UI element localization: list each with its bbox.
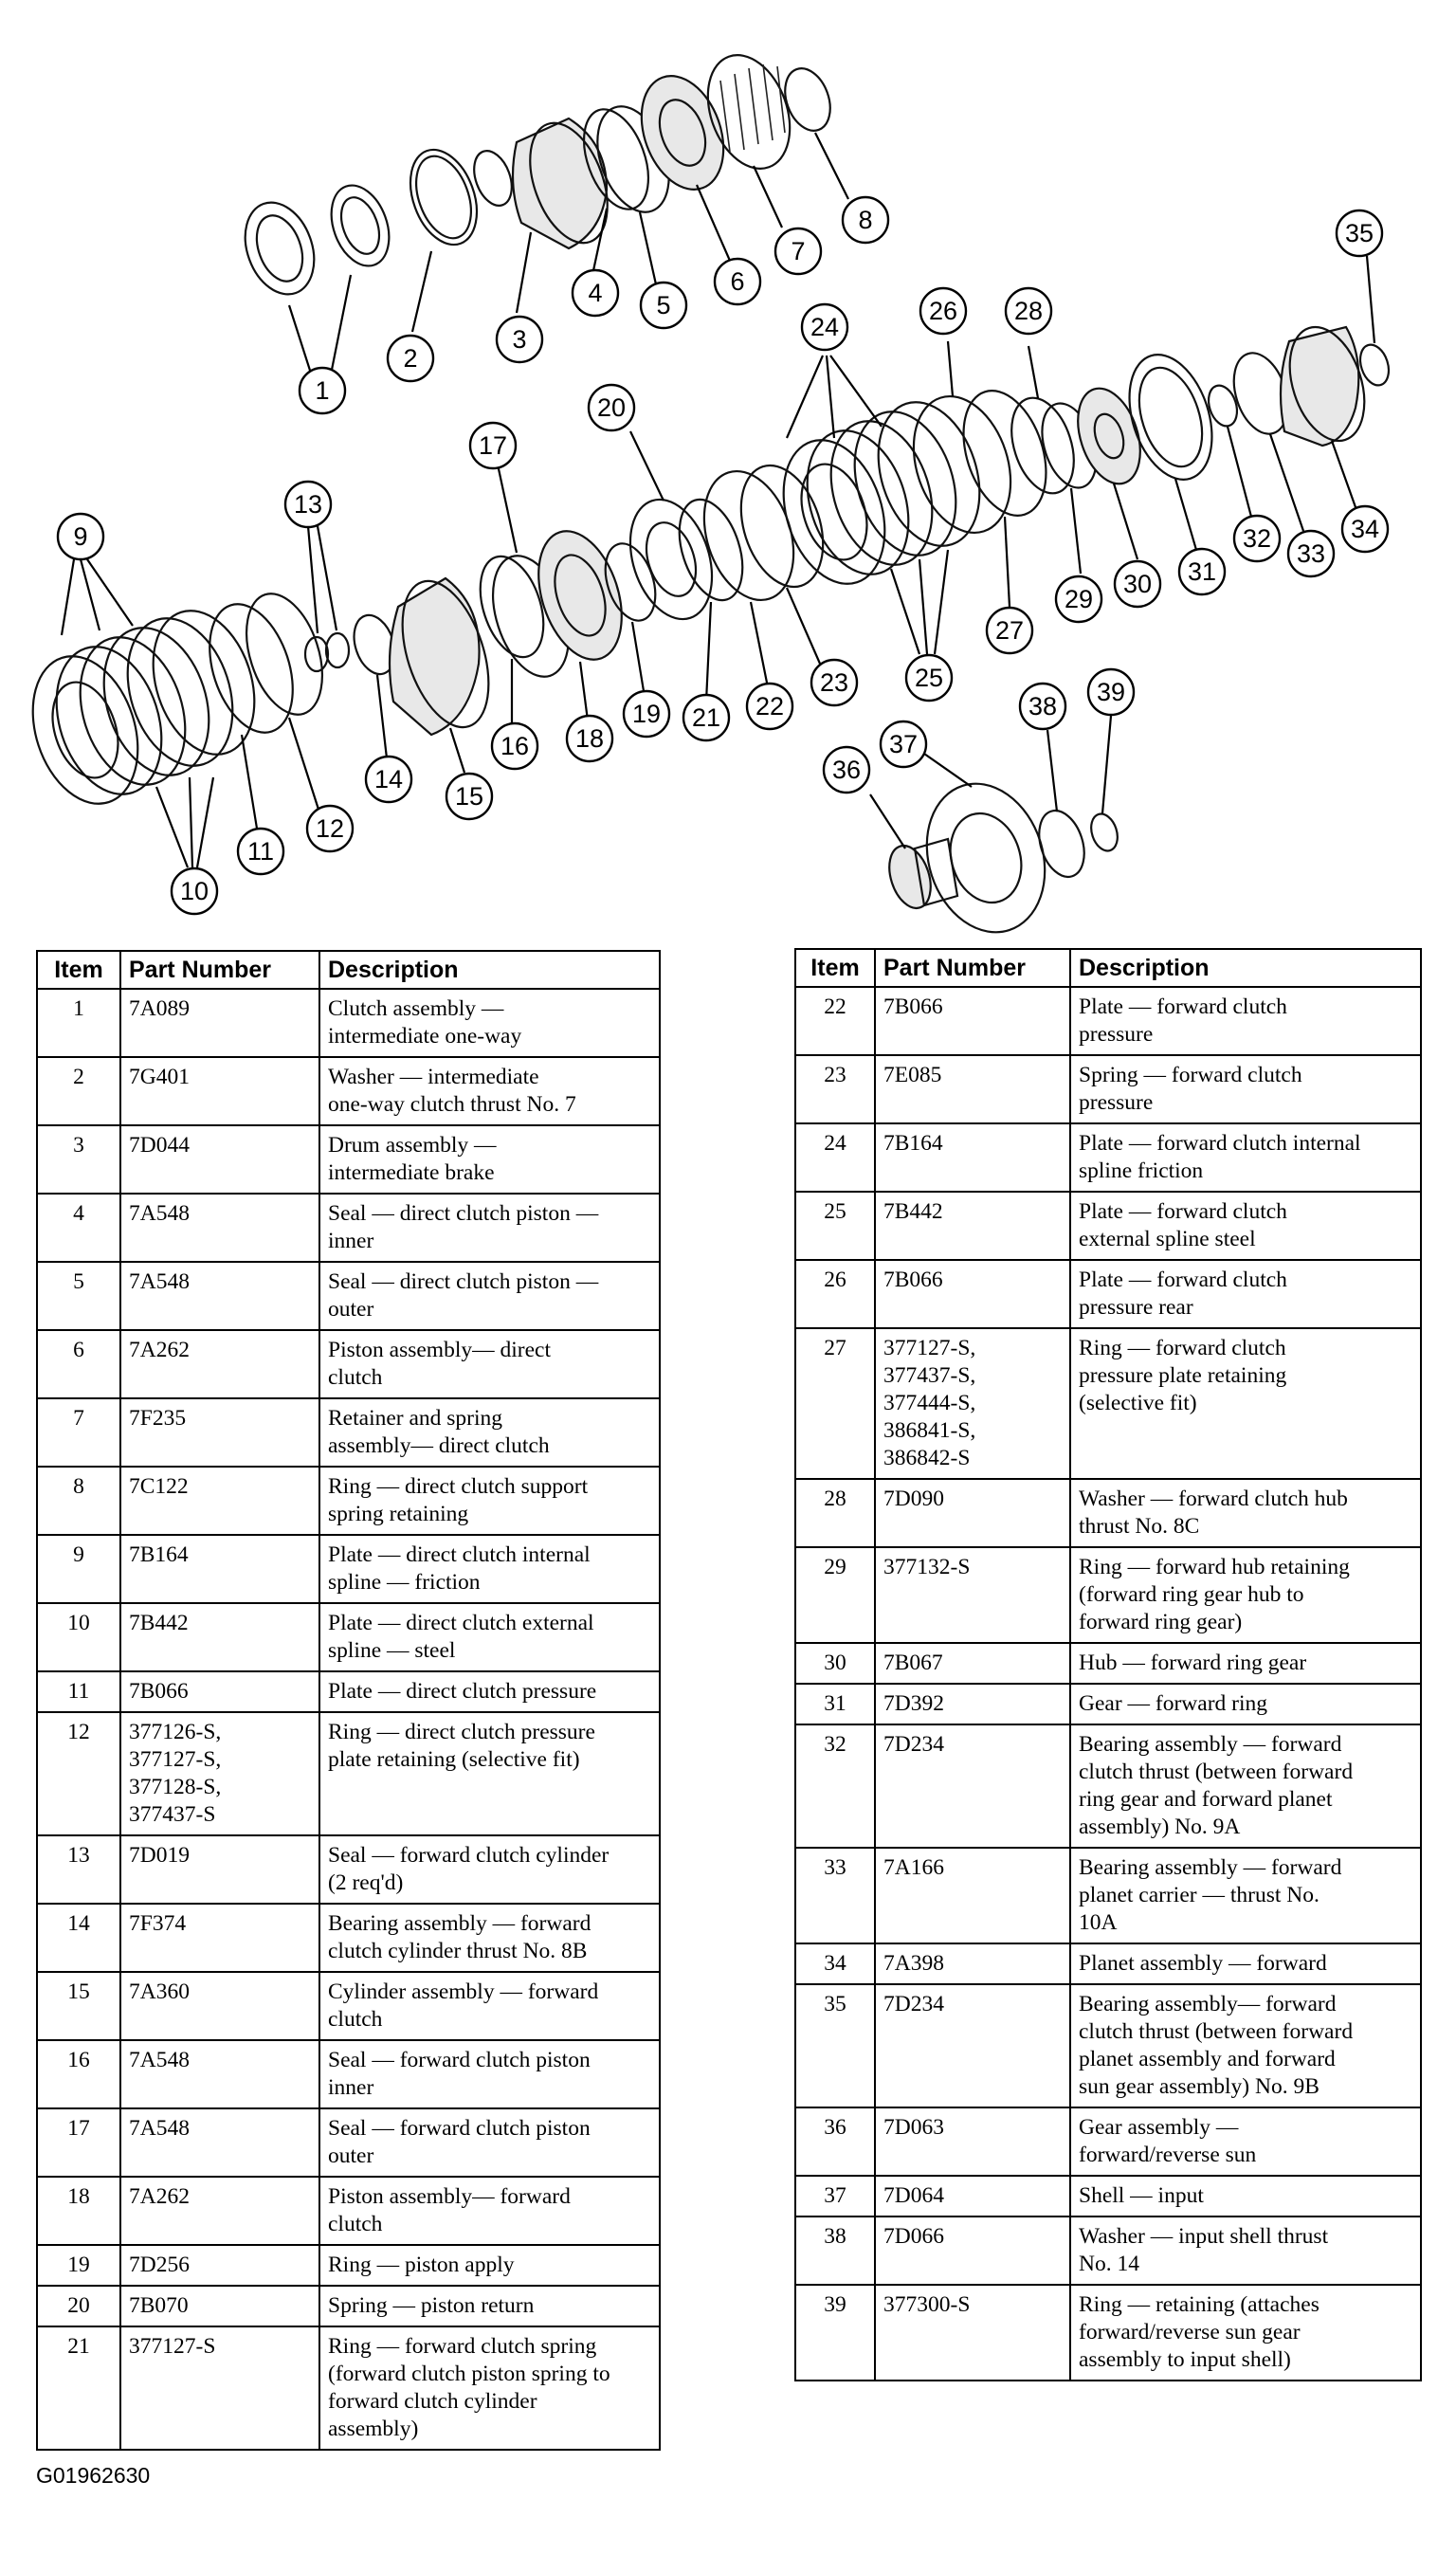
- svg-text:15: 15: [454, 782, 484, 811]
- svg-text:38: 38: [1028, 692, 1058, 721]
- svg-text:26: 26: [928, 297, 958, 325]
- svg-text:5: 5: [656, 291, 671, 319]
- item-cell: 32: [795, 1724, 875, 1848]
- description-cell: Washer — intermediate one-way clutch thrust No. 7: [319, 1057, 660, 1125]
- callout-26: [920, 288, 966, 334]
- callout-1: [300, 368, 345, 413]
- callout-15: [446, 774, 492, 819]
- table-row: [795, 2176, 1421, 2217]
- table-row: [795, 987, 1421, 1055]
- svg-text:29: 29: [1064, 585, 1094, 613]
- svg-text:9: 9: [73, 522, 88, 551]
- table-row: [795, 1984, 1421, 2107]
- description-cell: Washer — input shell thrust No. 14: [1070, 2217, 1421, 2285]
- part-2-washer: [398, 140, 489, 254]
- item-cell: 11: [37, 1671, 120, 1712]
- header-part-number: Part Number: [120, 951, 319, 989]
- part-number-cell: 7B164: [120, 1535, 319, 1603]
- part-number-cell: 7D234: [875, 1724, 1070, 1848]
- svg-text:14: 14: [373, 765, 404, 794]
- description-cell: Gear assembly — forward/reverse sun: [1070, 2107, 1421, 2176]
- part-number-cell: 7A166: [875, 1848, 1070, 1943]
- description-cell: Bearing assembly — forward clutch cylinder thrust No. 8B: [319, 1904, 660, 1972]
- description-cell: Plate — forward clutch pressure rear: [1070, 1260, 1421, 1328]
- callout-32: [1234, 516, 1280, 561]
- table-row: [37, 1398, 660, 1467]
- description-cell: Seal — forward clutch cylinder (2 req'd): [319, 1835, 660, 1904]
- item-cell: 27: [795, 1328, 875, 1479]
- item-cell: 37: [795, 2176, 875, 2217]
- svg-text:23: 23: [819, 668, 849, 697]
- part-number-cell: 7F374: [120, 1904, 319, 1972]
- header-part-number: Part Number: [875, 949, 1070, 987]
- callout-29: [1056, 576, 1101, 622]
- table-row: [37, 2286, 660, 2326]
- svg-text:11: 11: [246, 837, 275, 866]
- callout-9: [58, 514, 103, 559]
- part-number-cell: 7A398: [875, 1943, 1070, 1984]
- part-26-pressure-plate: [897, 384, 1027, 545]
- part-number-cell: 377132-S: [875, 1547, 1070, 1643]
- description-cell: Planet assembly — forward: [1070, 1943, 1421, 1984]
- part-number-cell: 377127-S: [120, 2326, 319, 2450]
- table-header-row: [795, 949, 1421, 987]
- part-number-cell: 7A360: [120, 1972, 319, 2040]
- callout-8: [843, 197, 888, 243]
- table-row: [795, 1848, 1421, 1943]
- item-cell: 29: [795, 1547, 875, 1643]
- svg-text:1: 1: [315, 376, 330, 405]
- item-cell: 15: [37, 1972, 120, 2040]
- description-cell: Plate — direct clutch internal spline — friction: [319, 1535, 660, 1603]
- svg-text:27: 27: [994, 616, 1025, 645]
- item-cell: 20: [37, 2286, 120, 2326]
- part-number-cell: 7E085: [875, 1055, 1070, 1123]
- part-number-cell: 7G401: [120, 1057, 319, 1125]
- callout-16: [492, 723, 537, 769]
- table-row: [37, 1835, 660, 1904]
- svg-text:31: 31: [1187, 557, 1217, 586]
- table-row: [37, 1125, 660, 1194]
- table-row: [795, 1724, 1421, 1848]
- item-cell: 6: [37, 1330, 120, 1398]
- description-cell: Shell — input: [1070, 2176, 1421, 2217]
- description-cell: Bearing assembly — forward clutch thrust (between forward ring gear and forward planet assembly) No. 9A: [1070, 1724, 1421, 1848]
- description-cell: Cylinder assembly — forward clutch: [319, 1972, 660, 2040]
- part-number-cell: 7B442: [120, 1603, 319, 1671]
- item-cell: 1: [37, 989, 120, 1057]
- callout-4: [573, 270, 618, 316]
- description-cell: Piston assembly— direct clutch: [319, 1330, 660, 1398]
- callout-22: [747, 684, 792, 729]
- svg-text:32: 32: [1242, 524, 1272, 553]
- part-9-10-clutch-plates: [15, 597, 272, 817]
- part-24-25-clutch-plates: [766, 389, 996, 596]
- svg-text:30: 30: [1122, 570, 1153, 598]
- item-cell: 12: [37, 1712, 120, 1835]
- svg-text:16: 16: [500, 732, 530, 760]
- part-number-cell: 377127-S, 377437-S, 377444-S, 386841-S, 386842-S: [875, 1328, 1070, 1479]
- part-38-washer: [1031, 805, 1092, 883]
- table-row: [37, 2245, 660, 2286]
- item-cell: 3: [37, 1125, 120, 1194]
- table-row: [37, 1904, 660, 1972]
- table-row: [37, 1330, 660, 1398]
- callout-14: [366, 757, 411, 802]
- item-cell: 17: [37, 2108, 120, 2177]
- header-item: Item: [37, 951, 120, 989]
- item-cell: 38: [795, 2217, 875, 2285]
- header-description: Description: [1070, 949, 1421, 987]
- description-cell: Gear — forward ring: [1070, 1684, 1421, 1724]
- svg-text:33: 33: [1296, 539, 1326, 568]
- leader-lines: [62, 133, 1374, 867]
- part-1-one-way-clutch: [233, 177, 399, 304]
- item-cell: 16: [37, 2040, 120, 2108]
- description-cell: Clutch assembly — intermediate one-way: [319, 989, 660, 1057]
- description-cell: Plate — direct clutch external spline — steel: [319, 1603, 660, 1671]
- svg-text:28: 28: [1013, 297, 1044, 325]
- part-number-cell: 7B066: [875, 1260, 1070, 1328]
- svg-text:6: 6: [730, 267, 745, 296]
- item-cell: 34: [795, 1943, 875, 1984]
- part-number-cell: 7D090: [875, 1479, 1070, 1547]
- part-number-cell: 7D064: [875, 2176, 1070, 2217]
- table-row: [795, 1123, 1421, 1192]
- callout-39: [1088, 669, 1134, 715]
- description-cell: Seal — direct clutch piston — inner: [319, 1194, 660, 1262]
- part-number-cell: 7D044: [120, 1125, 319, 1194]
- item-cell: 36: [795, 2107, 875, 2176]
- parts-table-left-body: [37, 989, 660, 2450]
- part-number-cell: 7A089: [120, 989, 319, 1057]
- part-23-spring: [727, 455, 838, 597]
- table-row: [795, 1192, 1421, 1260]
- description-cell: Ring — direct clutch pressure plate retaining (selective fit): [319, 1712, 660, 1835]
- svg-text:18: 18: [574, 724, 605, 753]
- description-cell: Plate — direct clutch pressure: [319, 1671, 660, 1712]
- callout-36: [824, 747, 869, 793]
- part-number-cell: 7D019: [120, 1835, 319, 1904]
- table-row: [795, 2285, 1421, 2381]
- callout-37: [881, 721, 926, 767]
- part-number-cell: 7D392: [875, 1684, 1070, 1724]
- part-22-pressure-plate: [689, 460, 810, 611]
- item-cell: 25: [795, 1192, 875, 1260]
- callout-13: [285, 482, 331, 527]
- item-cell: 39: [795, 2285, 875, 2381]
- part-number-cell: 7B164: [875, 1123, 1070, 1192]
- figure-code: G01962630: [36, 2463, 151, 2488]
- svg-text:21: 21: [691, 703, 721, 732]
- part-number-cell: 377300-S: [875, 2285, 1070, 2381]
- svg-text:22: 22: [755, 692, 785, 721]
- item-cell: 18: [37, 2177, 120, 2245]
- description-cell: Ring — forward clutch pressure plate retaining (selective fit): [1070, 1328, 1421, 1479]
- item-cell: 19: [37, 2245, 120, 2286]
- item-cell: 26: [795, 1260, 875, 1328]
- part-15-cylinder: [386, 571, 505, 739]
- item-cell: 28: [795, 1479, 875, 1547]
- svg-text:3: 3: [512, 325, 527, 354]
- item-cell: 2: [37, 1057, 120, 1125]
- part-13-seals: [305, 633, 349, 671]
- description-cell: Seal — forward clutch piston outer: [319, 2108, 660, 2177]
- description-cell: Drum assembly — intermediate brake: [319, 1125, 660, 1194]
- callout-3: [497, 317, 542, 362]
- table-row: [37, 2040, 660, 2108]
- table-row: [37, 1671, 660, 1712]
- svg-text:25: 25: [914, 664, 944, 692]
- callout-25: [906, 655, 952, 701]
- table-row: [37, 1535, 660, 1603]
- item-cell: 10: [37, 1603, 120, 1671]
- svg-text:34: 34: [1350, 515, 1380, 543]
- callout-21: [683, 695, 729, 740]
- item-cell: 21: [37, 2326, 120, 2450]
- item-cell: 35: [795, 1984, 875, 2107]
- part-number-cell: 7A548: [120, 1194, 319, 1262]
- item-cell: 31: [795, 1684, 875, 1724]
- svg-text:8: 8: [858, 206, 873, 234]
- description-cell: Ring — retaining (attaches forward/reverse sun gear assembly to input shell): [1070, 2285, 1421, 2381]
- part-number-cell: 7B067: [875, 1643, 1070, 1684]
- table-row: [795, 1328, 1421, 1479]
- table-row: [795, 1943, 1421, 1984]
- table-row: [795, 1684, 1421, 1724]
- part-number-cell: 7D066: [875, 2217, 1070, 2285]
- item-cell: 7: [37, 1398, 120, 1467]
- part-number-cell: 7B066: [120, 1671, 319, 1712]
- part-8-ring: [777, 63, 839, 137]
- parts-table-right: [794, 948, 1422, 2381]
- part-number-cell: 7A262: [120, 2177, 319, 2245]
- description-cell: Bearing assembly — forward planet carrier — thrust No. 10A: [1070, 1848, 1421, 1943]
- item-cell: 9: [37, 1535, 120, 1603]
- table-row: [37, 1262, 660, 1330]
- table-row: [795, 1547, 1421, 1643]
- callout-12: [307, 806, 353, 851]
- callout-24: [802, 304, 847, 350]
- part-number-cell: 7B442: [875, 1192, 1070, 1260]
- callout-28: [1006, 288, 1051, 334]
- callout-19: [624, 691, 669, 737]
- item-cell: 24: [795, 1123, 875, 1192]
- callout-7: [775, 228, 821, 274]
- table-row: [37, 2326, 660, 2450]
- table-row: [37, 1603, 660, 1671]
- part-number-cell: 7C122: [120, 1467, 319, 1535]
- part-32-bearing: [1204, 382, 1242, 429]
- description-cell: Retainer and spring assembly— direct clutch: [319, 1398, 660, 1467]
- callout-33: [1288, 531, 1334, 576]
- callout-35: [1337, 210, 1382, 256]
- description-cell: Ring — piston apply: [319, 2245, 660, 2286]
- svg-text:39: 39: [1096, 678, 1126, 706]
- part-number-cell: 7F235: [120, 1398, 319, 1467]
- table-row: [37, 1057, 660, 1125]
- description-cell: Ring — forward clutch spring (forward clutch piston spring to forward clutch cylinder assembly): [319, 2326, 660, 2450]
- description-cell: Plate — forward clutch external spline steel: [1070, 1192, 1421, 1260]
- description-cell: Hub — forward ring gear: [1070, 1643, 1421, 1684]
- table-row: [37, 1972, 660, 2040]
- callout-5: [641, 283, 686, 328]
- table-row: [37, 2108, 660, 2177]
- part-number-cell: 7B070: [120, 2286, 319, 2326]
- description-cell: Washer — forward clutch hub thrust No. 8C: [1070, 1479, 1421, 1547]
- description-cell: Spring — forward clutch pressure: [1070, 1055, 1421, 1123]
- table-row: [795, 1479, 1421, 1547]
- callout-10: [172, 868, 217, 914]
- table-row: [795, 2217, 1421, 2285]
- parts-table-left: [36, 950, 661, 2451]
- table-row: [37, 1467, 660, 1535]
- table-row: [795, 2107, 1421, 2176]
- table-row: [37, 1712, 660, 1835]
- table-row: [795, 1260, 1421, 1328]
- parts-table-right-body: [795, 987, 1421, 2381]
- header-description: Description: [319, 951, 660, 989]
- header-item: Item: [795, 949, 875, 987]
- item-cell: 23: [795, 1055, 875, 1123]
- table-header-row: [37, 951, 660, 989]
- item-cell: 5: [37, 1262, 120, 1330]
- callout-20: [589, 385, 634, 430]
- callout-34: [1342, 506, 1388, 552]
- part-number-cell: 7B066: [875, 987, 1070, 1055]
- item-cell: 13: [37, 1835, 120, 1904]
- callout-11: [238, 829, 283, 874]
- item-cell: 33: [795, 1848, 875, 1943]
- item-cell: 30: [795, 1643, 875, 1684]
- exploded-view-diagram: [0, 0, 1456, 939]
- description-cell: Plate — forward clutch internal spline friction: [1070, 1123, 1421, 1192]
- callout-30: [1115, 561, 1160, 607]
- callout-17: [470, 423, 516, 468]
- part-39-ring: [1086, 811, 1121, 854]
- svg-text:24: 24: [810, 313, 840, 341]
- svg-text:19: 19: [631, 700, 662, 728]
- table-row: [795, 1643, 1421, 1684]
- item-cell: 8: [37, 1467, 120, 1535]
- table-row: [795, 1055, 1421, 1123]
- description-cell: Plate — forward clutch pressure: [1070, 987, 1421, 1055]
- svg-text:20: 20: [596, 393, 627, 422]
- description-cell: Ring — direct clutch support spring retaining: [319, 1467, 660, 1535]
- part-number-cell: 7D063: [875, 2107, 1070, 2176]
- description-cell: Seal — forward clutch piston inner: [319, 2040, 660, 2108]
- callout-23: [811, 660, 857, 705]
- part-number-cell: 7A548: [120, 2040, 319, 2108]
- part-number-cell: 7A262: [120, 1330, 319, 1398]
- item-cell: 22: [795, 987, 875, 1055]
- part-number-cell: 7D256: [120, 2245, 319, 2286]
- part-number-cell: 7A548: [120, 1262, 319, 1330]
- svg-text:17: 17: [478, 431, 508, 460]
- part-number-cell: 377126-S, 377127-S, 377128-S, 377437-S: [120, 1712, 319, 1835]
- callout-38: [1020, 684, 1065, 729]
- table-row: [37, 2177, 660, 2245]
- part-37-input-shell: [908, 768, 1064, 939]
- svg-text:2: 2: [403, 344, 418, 373]
- table-row: [37, 1194, 660, 1262]
- callout-18: [567, 716, 612, 761]
- callout-2: [388, 336, 433, 381]
- svg-text:35: 35: [1344, 219, 1374, 247]
- svg-text:13: 13: [293, 490, 323, 519]
- description-cell: Bearing assembly— forward clutch thrust (between forward planet assembly and forward sun gear assembly) No. 9B: [1070, 1984, 1421, 2107]
- table-row: [37, 989, 660, 1057]
- description-cell: Spring — piston return: [319, 2286, 660, 2326]
- svg-text:12: 12: [315, 814, 345, 843]
- description-cell: Ring — forward hub retaining (forward ring gear hub to forward ring gear): [1070, 1547, 1421, 1643]
- part-34-planet: [1277, 318, 1378, 450]
- description-cell: Seal — direct clutch piston — outer: [319, 1262, 660, 1330]
- item-cell: 4: [37, 1194, 120, 1262]
- svg-text:37: 37: [888, 730, 919, 758]
- description-cell: Piston assembly— forward clutch: [319, 2177, 660, 2245]
- part-number-cell: 7A548: [120, 2108, 319, 2177]
- callout-31: [1179, 549, 1225, 594]
- svg-text:10: 10: [179, 877, 209, 905]
- item-cell: 14: [37, 1904, 120, 1972]
- callout-27: [987, 608, 1032, 653]
- callout-6: [715, 259, 760, 304]
- svg-text:4: 4: [588, 279, 603, 307]
- svg-text:7: 7: [791, 237, 806, 265]
- part-number-cell: 7D234: [875, 1984, 1070, 2107]
- svg-text:36: 36: [831, 756, 862, 784]
